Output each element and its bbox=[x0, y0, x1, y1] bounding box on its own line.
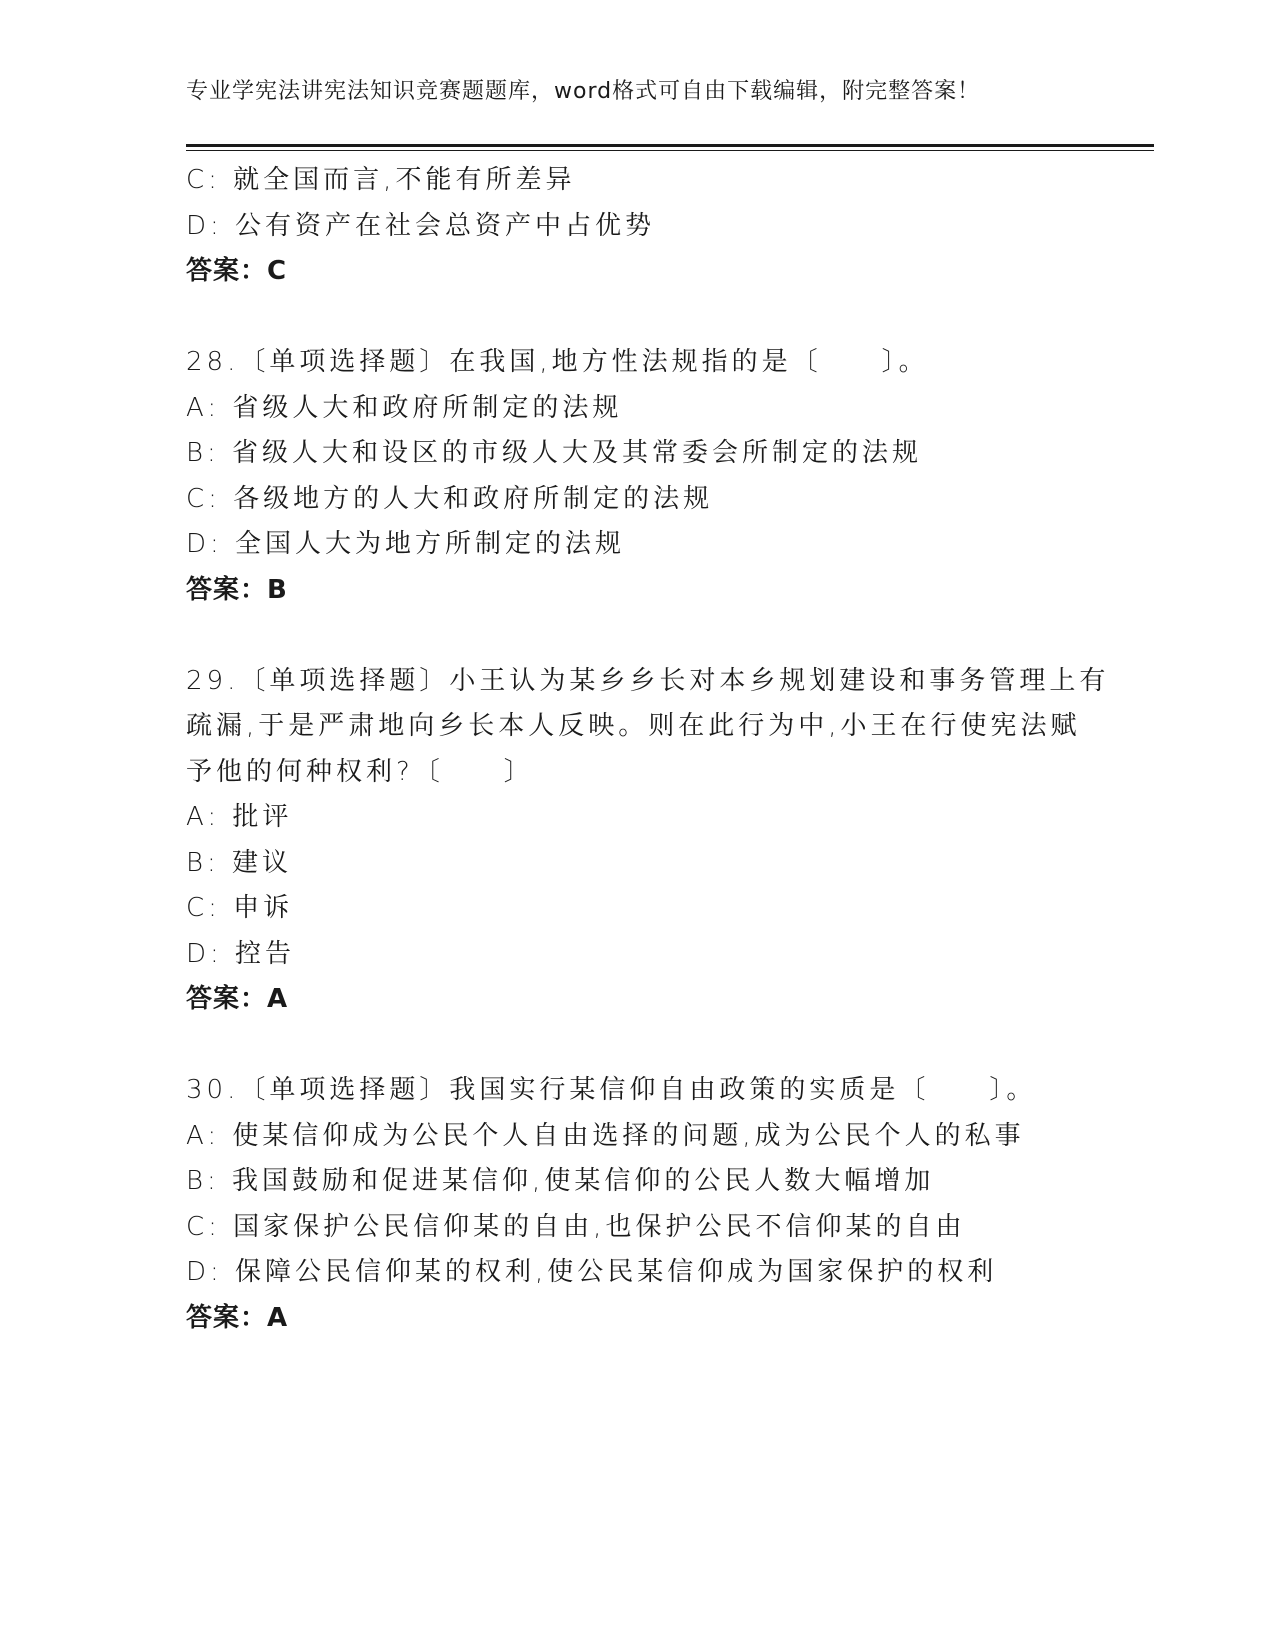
option-d: D: 全国人大为地方所制定的法规 bbox=[186, 529, 626, 559]
question-29 bbox=[186, 659, 1110, 1023]
answer-line: 答案：B bbox=[186, 574, 288, 605]
option-d: D: 控告 bbox=[186, 938, 296, 969]
answer-line: 答案：C bbox=[186, 256, 288, 286]
option-c: C: 国家保护公民信仰某的自由,也保护公民不信仰某的自由 bbox=[186, 1211, 966, 1242]
option-d: D: 保障公民信仰某的权利,使公民某信仰成为国家保护的权利 bbox=[186, 1257, 998, 1287]
option-b: B: 建议 bbox=[186, 847, 293, 878]
option-a: A: 省级人大和政府所制定的法规 bbox=[186, 392, 623, 423]
document-body bbox=[186, 158, 1110, 1341]
question-stem: 29.〔单项选择题〕小王认为某乡乡长对本乡规划建设和事务管理上有 bbox=[186, 665, 1110, 696]
question-stem: 28.〔单项选择题〕在我国,地方性法规指的是〔 〕。 bbox=[186, 347, 929, 377]
question-stem: 30.〔单项选择题〕我国实行某信仰自由政策的实质是〔 〕。 bbox=[186, 1075, 1037, 1105]
header-divider-thin bbox=[186, 150, 1154, 151]
question-28 bbox=[186, 340, 1086, 613]
question-30 bbox=[186, 1068, 1086, 1341]
option-b: B: 省级人大和设区的市级人大及其常委会所制定的法规 bbox=[186, 438, 923, 468]
page-header: 专业学宪法讲宪法知识竞赛题题库，word格式可自由下载编辑，附完整答案！ bbox=[186, 79, 981, 104]
header-divider-thick bbox=[186, 144, 1154, 147]
question-carryover bbox=[186, 158, 1086, 295]
answer-line: 答案：A bbox=[186, 984, 289, 1014]
option-c: C: 就全国而言,不能有所差异 bbox=[186, 165, 576, 195]
question-stem-cont: 疏漏,于是严肃地向乡长本人反映。则在此行为中,小王在行使宪法赋 bbox=[186, 711, 1081, 741]
option-d: D: 公有资产在社会总资产中占优势 bbox=[186, 210, 656, 241]
option-c: C: 申诉 bbox=[186, 893, 294, 923]
question-stem-cont: 予他的何种权利?〔 〕 bbox=[186, 756, 534, 787]
option-a: A: 批评 bbox=[186, 802, 293, 832]
answer-line: 答案：A bbox=[186, 1302, 289, 1333]
option-b: B: 我国鼓励和促进某信仰,使某信仰的公民人数大幅增加 bbox=[186, 1166, 935, 1196]
option-a: A: 使某信仰成为公民个人自由选择的问题,成为公民个人的私事 bbox=[186, 1120, 1025, 1151]
option-c: C: 各级地方的人大和政府所制定的法规 bbox=[186, 483, 714, 514]
